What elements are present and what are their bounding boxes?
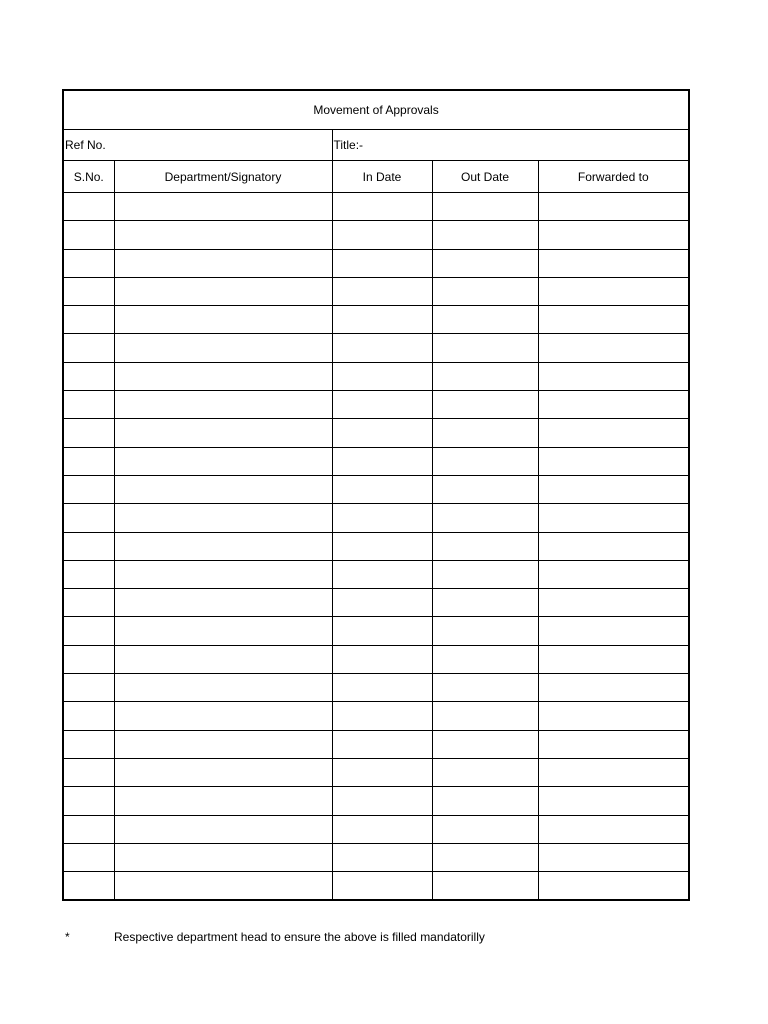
in-date-cell[interactable]: [332, 391, 432, 419]
forwarded-to-cell[interactable]: [538, 617, 689, 645]
forwarded-to-cell[interactable]: [538, 815, 689, 843]
in-date-cell[interactable]: [332, 730, 432, 758]
table-row: [63, 815, 689, 843]
department-signatory-cell[interactable]: [114, 560, 332, 588]
footnote-asterisk: *: [65, 930, 70, 944]
column-header-row: [63, 161, 689, 193]
sno-cell[interactable]: [63, 475, 114, 503]
forwarded-to-cell[interactable]: [538, 447, 689, 475]
department-signatory-cell[interactable]: [114, 815, 332, 843]
form-title: Movement of Approvals: [63, 90, 689, 130]
in-date-cell[interactable]: [332, 193, 432, 221]
title-row: [63, 90, 689, 130]
department-signatory-cell[interactable]: [114, 617, 332, 645]
table-row: [63, 758, 689, 786]
out-date-cell[interactable]: [432, 221, 538, 249]
doc-title-cell[interactable]: [332, 130, 689, 161]
table-row: [63, 277, 689, 305]
out-date-cell[interactable]: [432, 730, 538, 758]
department-signatory-cell[interactable]: [114, 702, 332, 730]
column-header-forwarded-to: Forwarded to: [538, 161, 689, 193]
in-date-cell[interactable]: [332, 277, 432, 305]
in-date-cell[interactable]: [332, 758, 432, 786]
department-signatory-cell[interactable]: [114, 362, 332, 390]
table-row: [63, 645, 689, 673]
column-header-sno: S.No.: [63, 161, 114, 193]
in-date-cell[interactable]: [332, 843, 432, 871]
department-signatory-cell[interactable]: [114, 787, 332, 815]
out-date-cell[interactable]: [432, 560, 538, 588]
footnote-text: Respective department head to ensure the above is filled mandatorilly: [114, 930, 485, 944]
department-signatory-cell[interactable]: [114, 249, 332, 277]
out-date-cell[interactable]: [432, 787, 538, 815]
sno-cell[interactable]: [63, 362, 114, 390]
table-row: [63, 843, 689, 871]
in-date-cell[interactable]: [332, 645, 432, 673]
out-date-cell[interactable]: [432, 391, 538, 419]
in-date-cell[interactable]: [332, 249, 432, 277]
forwarded-to-cell[interactable]: [538, 758, 689, 786]
sno-cell[interactable]: [63, 277, 114, 305]
sno-cell[interactable]: [63, 617, 114, 645]
out-date-cell[interactable]: [432, 872, 538, 901]
table-row: [63, 249, 689, 277]
in-date-cell[interactable]: [332, 589, 432, 617]
in-date-cell[interactable]: [332, 815, 432, 843]
sno-cell[interactable]: [63, 334, 114, 362]
out-date-cell[interactable]: [432, 843, 538, 871]
department-signatory-cell[interactable]: [114, 645, 332, 673]
sno-cell[interactable]: [63, 532, 114, 560]
forwarded-to-cell[interactable]: [538, 504, 689, 532]
sno-cell[interactable]: [63, 447, 114, 475]
out-date-cell[interactable]: [432, 589, 538, 617]
forwarded-to-cell[interactable]: [538, 843, 689, 871]
forwarded-to-cell[interactable]: [538, 193, 689, 221]
department-signatory-cell[interactable]: [114, 475, 332, 503]
out-date-cell[interactable]: [432, 193, 538, 221]
forwarded-to-cell[interactable]: [538, 249, 689, 277]
sno-cell[interactable]: [63, 589, 114, 617]
out-date-cell[interactable]: [432, 645, 538, 673]
table-row: [63, 362, 689, 390]
department-signatory-cell[interactable]: [114, 758, 332, 786]
out-date-cell[interactable]: [432, 362, 538, 390]
department-signatory-cell[interactable]: [114, 306, 332, 334]
forwarded-to-cell[interactable]: [538, 306, 689, 334]
approval-movement-table: [62, 89, 690, 901]
department-signatory-cell[interactable]: [114, 334, 332, 362]
out-date-cell[interactable]: [432, 249, 538, 277]
out-date-cell[interactable]: [432, 532, 538, 560]
table-row: [63, 193, 689, 221]
out-date-cell[interactable]: [432, 306, 538, 334]
forwarded-to-cell[interactable]: [538, 419, 689, 447]
column-header-out-date: Out Date: [432, 161, 538, 193]
table-row: [63, 419, 689, 447]
in-date-cell[interactable]: [332, 872, 432, 901]
department-signatory-cell[interactable]: [114, 221, 332, 249]
sno-cell[interactable]: [63, 758, 114, 786]
out-date-cell[interactable]: [432, 815, 538, 843]
in-date-cell[interactable]: [332, 532, 432, 560]
out-date-cell[interactable]: [432, 419, 538, 447]
column-header-in-date: In Date: [332, 161, 432, 193]
table-row: [63, 475, 689, 503]
sno-cell[interactable]: [63, 249, 114, 277]
sno-cell[interactable]: [63, 787, 114, 815]
department-signatory-cell[interactable]: [114, 391, 332, 419]
table-row: [63, 617, 689, 645]
forwarded-to-cell[interactable]: [538, 560, 689, 588]
in-date-cell[interactable]: [332, 221, 432, 249]
forwarded-to-cell[interactable]: [538, 787, 689, 815]
sno-cell[interactable]: [63, 193, 114, 221]
ref-no-label: Ref No.: [65, 138, 106, 152]
department-signatory-cell[interactable]: [114, 843, 332, 871]
doc-title-label: Title:-: [333, 138, 364, 152]
out-date-cell[interactable]: [432, 674, 538, 702]
sno-cell[interactable]: [63, 872, 114, 901]
out-date-cell[interactable]: [432, 702, 538, 730]
table-row: [63, 504, 689, 532]
sno-cell[interactable]: [63, 504, 114, 532]
table-row: [63, 221, 689, 249]
department-signatory-cell[interactable]: [114, 674, 332, 702]
forwarded-to-cell[interactable]: [538, 872, 689, 901]
forwarded-to-cell[interactable]: [538, 589, 689, 617]
in-date-cell[interactable]: [332, 447, 432, 475]
forwarded-to-cell[interactable]: [538, 532, 689, 560]
department-signatory-cell[interactable]: [114, 447, 332, 475]
sno-cell[interactable]: [63, 674, 114, 702]
sno-cell[interactable]: [63, 221, 114, 249]
table-row: [63, 532, 689, 560]
in-date-cell[interactable]: [332, 475, 432, 503]
in-date-cell[interactable]: [332, 787, 432, 815]
in-date-cell[interactable]: [332, 560, 432, 588]
in-date-cell[interactable]: [332, 362, 432, 390]
table-row: [63, 872, 689, 901]
table-row: [63, 730, 689, 758]
in-date-cell[interactable]: [332, 306, 432, 334]
table-row: [63, 447, 689, 475]
in-date-cell[interactable]: [332, 674, 432, 702]
department-signatory-cell[interactable]: [114, 277, 332, 305]
sno-cell[interactable]: [63, 560, 114, 588]
forwarded-to-cell[interactable]: [538, 334, 689, 362]
sno-cell[interactable]: [63, 306, 114, 334]
table-row: [63, 674, 689, 702]
forwarded-to-cell[interactable]: [538, 730, 689, 758]
sno-cell[interactable]: [63, 843, 114, 871]
forwarded-to-cell[interactable]: [538, 362, 689, 390]
table-row: [63, 306, 689, 334]
in-date-cell[interactable]: [332, 617, 432, 645]
sno-cell[interactable]: [63, 702, 114, 730]
forwarded-to-cell[interactable]: [538, 221, 689, 249]
out-date-cell[interactable]: [432, 334, 538, 362]
in-date-cell[interactable]: [332, 702, 432, 730]
out-date-cell[interactable]: [432, 475, 538, 503]
out-date-cell[interactable]: [432, 447, 538, 475]
ref-row: [63, 130, 689, 161]
out-date-cell[interactable]: [432, 758, 538, 786]
out-date-cell[interactable]: [432, 504, 538, 532]
column-header-department: Department/Signatory: [114, 161, 332, 193]
forwarded-to-cell[interactable]: [538, 277, 689, 305]
forwarded-to-cell[interactable]: [538, 702, 689, 730]
table-row: [63, 702, 689, 730]
department-signatory-cell[interactable]: [114, 532, 332, 560]
sno-cell[interactable]: [63, 391, 114, 419]
in-date-cell[interactable]: [332, 334, 432, 362]
sno-cell[interactable]: [63, 730, 114, 758]
in-date-cell[interactable]: [332, 419, 432, 447]
department-signatory-cell[interactable]: [114, 419, 332, 447]
department-signatory-cell[interactable]: [114, 730, 332, 758]
forwarded-to-cell[interactable]: [538, 475, 689, 503]
ref-no-cell[interactable]: [63, 130, 332, 161]
out-date-cell[interactable]: [432, 617, 538, 645]
forwarded-to-cell[interactable]: [538, 391, 689, 419]
table-row: [63, 589, 689, 617]
sno-cell[interactable]: [63, 645, 114, 673]
table-row: [63, 787, 689, 815]
out-date-cell[interactable]: [432, 277, 538, 305]
department-signatory-cell[interactable]: [114, 589, 332, 617]
forwarded-to-cell[interactable]: [538, 674, 689, 702]
table-row: [63, 334, 689, 362]
table-row: [63, 560, 689, 588]
sno-cell[interactable]: [63, 419, 114, 447]
department-signatory-cell[interactable]: [114, 872, 332, 901]
sno-cell[interactable]: [63, 815, 114, 843]
table-row: [63, 391, 689, 419]
forwarded-to-cell[interactable]: [538, 645, 689, 673]
department-signatory-cell[interactable]: [114, 504, 332, 532]
in-date-cell[interactable]: [332, 504, 432, 532]
department-signatory-cell[interactable]: [114, 193, 332, 221]
